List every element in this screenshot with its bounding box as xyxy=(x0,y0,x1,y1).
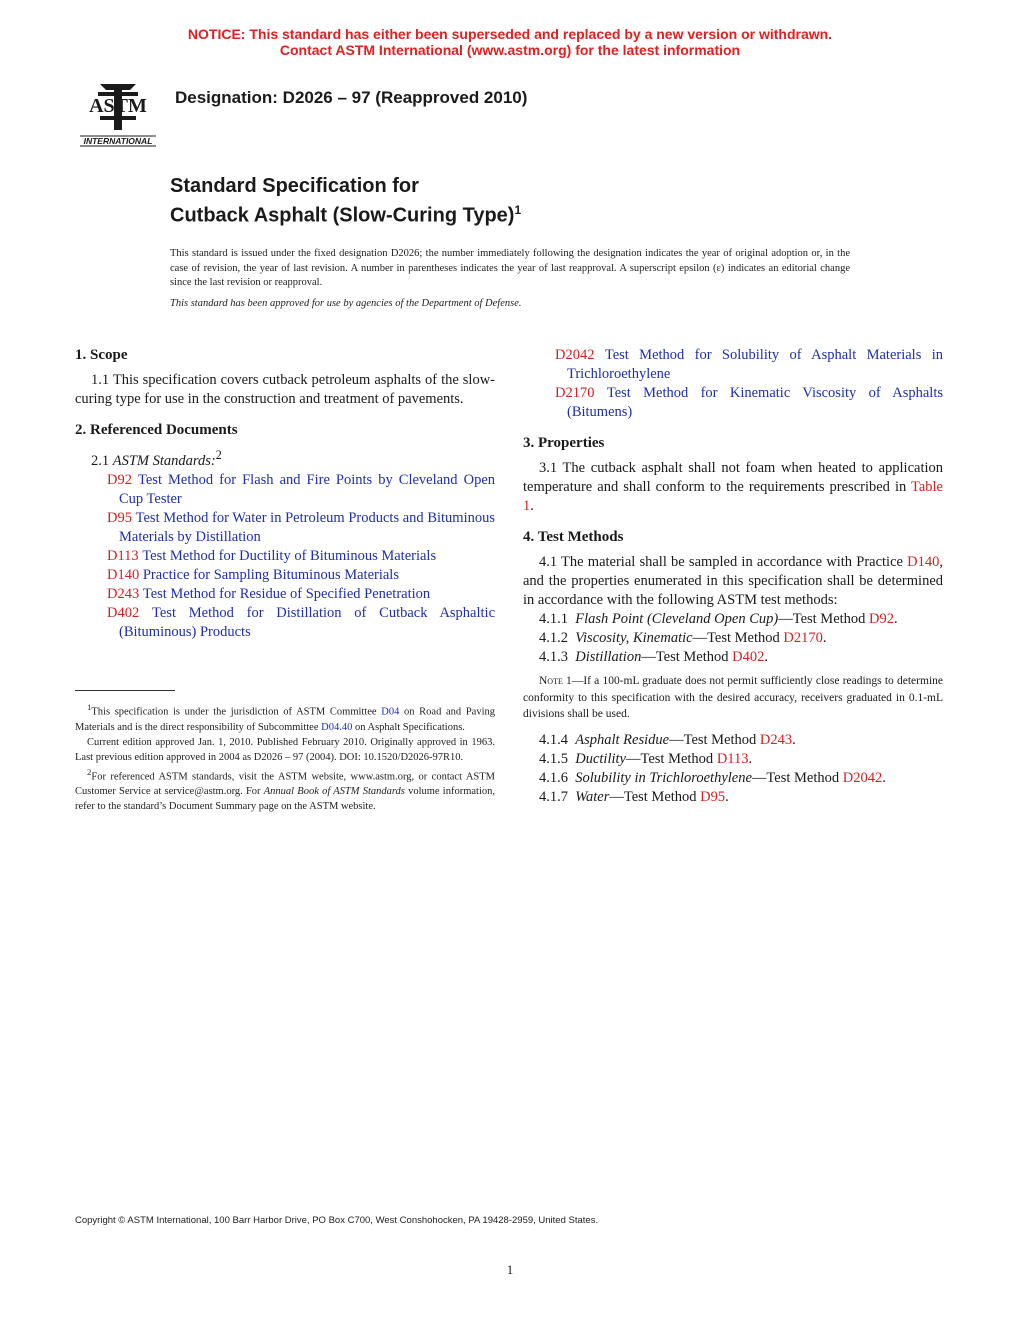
dod-approval: This standard has been approved for use by agencies of the Department of Defense. xyxy=(170,297,522,309)
reference-title[interactable]: Test Method for Solubility of Asphalt Materials in Trichloroethylene xyxy=(567,347,943,382)
title-footnote-ref[interactable]: 1 xyxy=(514,203,522,217)
scope-heading: 1. Scope xyxy=(75,347,128,363)
withdrawal-notice xyxy=(0,26,1020,58)
method-item: 4.1.4 Asphalt Residue—Test Method D243. xyxy=(539,731,796,748)
notice-line-1: NOTICE: This standard has either been superseded and replaced by a new version or withdrawn. xyxy=(187,26,833,42)
reference-item[interactable] xyxy=(539,384,943,422)
reference-title[interactable]: Test Method for Water in Petroleum Products and Bituminous Materials by Distillation xyxy=(119,509,496,545)
footnote-divider xyxy=(75,690,175,691)
reference-item[interactable] xyxy=(539,346,943,384)
subcommittee-link[interactable]: D04.40 xyxy=(321,721,353,733)
astm-logo xyxy=(78,76,158,148)
method-item: 4.1.6 Solubility in Trichloroethylene—Test Method D2042. xyxy=(539,769,886,786)
reference-code[interactable]: D95 xyxy=(107,509,132,526)
properties-paragraph: 3.1 The cutback asphalt shall not foam when heated to application temperature and shall conform to the requirements prescribed in Table 1. xyxy=(523,460,943,514)
footnotes xyxy=(75,700,495,814)
notice-line-2: Contact ASTM International (www.astm.org) for the latest information xyxy=(279,42,741,58)
methods-paragraph: 4.1 The material shall be sampled in accordance with Practice D140, and the properties enumerated in this specification shall be determined in accordance with the following ASTM test methods: xyxy=(523,554,944,608)
logo-text: ASTM xyxy=(89,95,147,117)
method-code-link[interactable]: D402 xyxy=(732,649,765,665)
logo-subtext: INTERNATIONAL xyxy=(83,136,153,146)
footnote-1: $^1$This specification is under the jurisdiction of ASTM Committee D04 on Road and Paving Materials and is the direct responsibility of Subcommittee D04.40 on Asphalt Specifications. xyxy=(75,702,496,733)
d140-link[interactable]: D140 xyxy=(907,554,940,570)
intro-text: This standard is issued under the fixed designation D2026; the number immediately following the designation indicates the year of original adoption or, in the case of revision, the year of last revision. A number in parentheses indicates the year of last reapproval. A superscript epsilon (ε) indicates an editorial change since the last revision or reapproval. xyxy=(170,248,850,288)
table-1-link[interactable]: Table 1 xyxy=(523,479,943,514)
method-item: 4.1.5 Ductility—Test Method D113. xyxy=(539,750,753,767)
reference-item[interactable] xyxy=(91,471,495,509)
footnote-1-edition: Current edition approved Jan. 1, 2010. Published February 2010. Originally approved in 1963. Last previous edition approved in 2004 as D2026 – 97 (2004). DOI: 10.1520/D2026-97R10. xyxy=(75,736,495,763)
note-label: Note 1 xyxy=(539,675,572,687)
reference-title[interactable]: Test Method for Ductility of Bituminous Materials xyxy=(142,547,437,564)
reference-item[interactable] xyxy=(91,509,495,547)
references-heading: 2. Referenced Documents xyxy=(75,422,238,438)
method-code-link[interactable]: D113 xyxy=(716,750,749,767)
reference-item[interactable] xyxy=(91,585,495,604)
method-code-link[interactable]: D2170 xyxy=(783,630,823,646)
designation: Designation: D2026 – 97 (Reapproved 2010) xyxy=(175,88,528,107)
scope-paragraph: 1.1 This specification covers cutback petroleum asphalts of the slow-curing type for use in the construction and treatment of pavements. xyxy=(75,372,495,407)
reference-code[interactable]: D140 xyxy=(107,566,140,583)
reference-code[interactable]: D2170 xyxy=(555,385,595,401)
method-item: 4.1.2 Viscosity, Kinematic—Test Method D2170. xyxy=(539,630,827,646)
footnote-2: $^2$For referenced ASTM standards, visit the ASTM website, www.astm.org, or contact ASTM Customer Service at service@astm.org. For Annual Book of ASTM Standards volume information, refer to the standard’s Document Summary page on the ASTM website. xyxy=(75,766,495,812)
intro-block xyxy=(170,247,850,311)
reference-code[interactable]: D113 xyxy=(107,547,139,564)
method-item: 4.1.7 Water—Test Method D95. xyxy=(539,788,729,805)
astm-standards-label: ASTM Standards: xyxy=(112,452,216,469)
method-item: 4.1.3 Distillation—Test Method D402. xyxy=(539,649,768,665)
method-code-link[interactable]: D95 xyxy=(700,788,726,805)
document-title xyxy=(170,174,521,228)
right-column xyxy=(523,346,943,807)
reference-title[interactable]: Test Method for Flash and Fire Points by Cleveland Open Cup Tester xyxy=(119,471,496,507)
title-line-2: Cutback Asphalt (Slow-Curing Type) xyxy=(170,204,515,227)
method-code-link[interactable]: D92 xyxy=(869,611,895,627)
reference-item[interactable] xyxy=(91,547,495,566)
reference-code[interactable]: D243 xyxy=(107,585,140,602)
reference-title[interactable]: Practice for Sampling Bituminous Materials xyxy=(142,566,399,583)
reference-item[interactable] xyxy=(91,604,495,642)
reference-title[interactable]: Test Method for Kinematic Viscosity of Asphalts (Bitumens) xyxy=(567,385,943,420)
left-column xyxy=(75,346,495,642)
method-item: 4.1.1 Flash Point (Cleveland Open Cup)—Test Method D92. xyxy=(539,611,898,627)
committee-link[interactable]: D04 xyxy=(381,706,400,718)
reference-item[interactable] xyxy=(91,566,495,585)
properties-heading: 3. Properties xyxy=(523,435,605,451)
note-1 xyxy=(523,673,943,723)
note-text: —If a 100-mL graduate does not permit sufficiently close readings to determine conformity to this specification with the desired accuracy, receivers graduated in 0.1-mL divisions shall be used. xyxy=(523,675,943,720)
reference-code[interactable]: D2042 xyxy=(555,347,595,363)
reference-code[interactable]: D92 xyxy=(107,471,132,488)
method-code-link[interactable]: D243 xyxy=(759,731,793,748)
footnote-2-ref[interactable]: 2 xyxy=(215,448,222,462)
page-number: 1 xyxy=(506,1262,514,1277)
reference-code[interactable]: D402 xyxy=(107,604,140,621)
methods-heading: 4. Test Methods xyxy=(523,529,624,545)
title-line-1: Standard Specification for xyxy=(170,175,419,197)
reference-title[interactable]: Test Method for Distillation of Cutback Asphaltic (Bituminous) Products xyxy=(119,604,496,640)
reference-title[interactable]: Test Method for Residue of Specified Penetration xyxy=(142,585,431,602)
copyright: Copyright © ASTM International, 100 Barr Harbor Drive, PO Box C700, West Conshohocken, PA 19428-2959, United States. xyxy=(75,1215,599,1226)
references-intro: 2.1 ASTM Standards:$^2$ xyxy=(91,448,222,469)
method-code-link[interactable]: D2042 xyxy=(842,769,883,786)
